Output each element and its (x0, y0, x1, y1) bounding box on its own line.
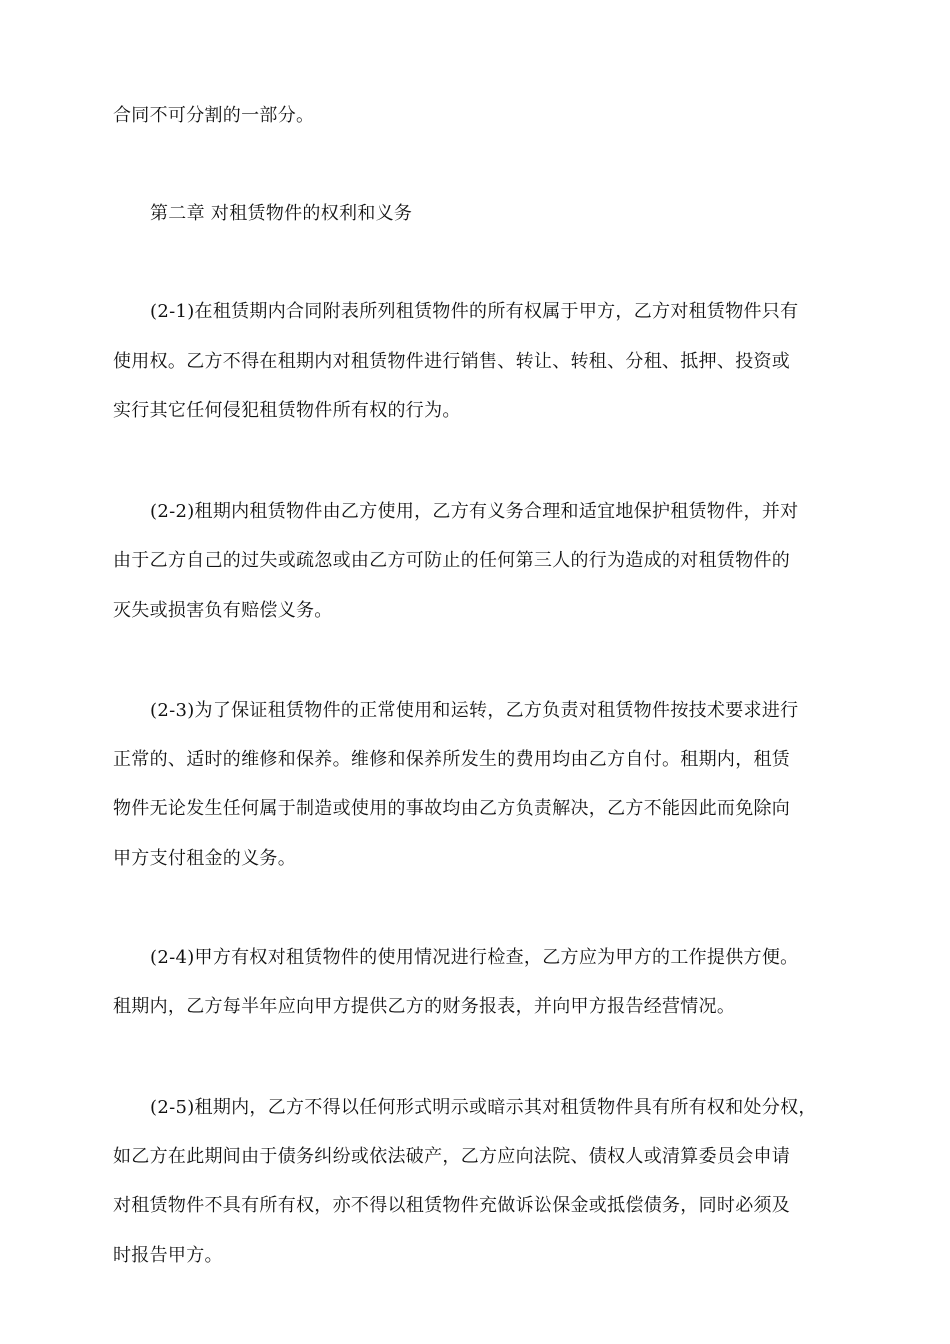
clause-2-3-line: 甲方支付租金的义务。 (113, 848, 296, 869)
clause-2-1-line: 使用权。乙方不得在租期内对租赁物件进行销售、转让、转租、分租、抵押、投资或 (113, 351, 791, 372)
clause-2-2-line: 由于乙方自己的过失或疏忽或由乙方可防止的任何第三人的行为造成的对租赁物件的 (113, 550, 791, 571)
clause-2-3-line: (2-3)为了保证租赁物件的正常使用和运转，乙方负责对租赁物件按技术要求进行 (150, 700, 799, 721)
continuation-text: 合同不可分割的一部分。 (113, 105, 315, 126)
clause-2-3-line: 正常的、适时的维修和保养。维修和保养所发生的费用均由乙方自付。租期内，租赁 (113, 749, 791, 770)
clause-2-5-line: 对租赁物件不具有所有权，亦不得以租赁物件充做诉讼保金或抵偿债务，同时必须及 (113, 1195, 791, 1216)
chapter-heading: 第二章 对租赁物件的权利和义务 (150, 203, 413, 224)
clause-2-5-line: 如乙方在此期间由于债务纠纷或依法破产，乙方应向法院、债权人或清算委员会申请 (113, 1146, 791, 1167)
clause-2-4-line: (2-4)甲方有权对租赁物件的使用情况进行检查，乙方应为甲方的工作提供方便。 (150, 947, 799, 968)
clause-2-5-line: 时报告甲方。 (113, 1245, 223, 1266)
clause-2-4-line: 租期内，乙方每半年应向甲方提供乙方的财务报表，并向甲方报告经营情况。 (113, 996, 736, 1017)
clause-2-1-line: 实行其它任何侵犯租赁物件所有权的行为。 (113, 400, 461, 421)
clause-2-2-line: (2-2)租期内租赁物件由乙方使用，乙方有义务合理和适宜地保护租赁物件，并对 (150, 501, 799, 522)
clause-2-1-line: (2-1)在租赁期内合同附表所列租赁物件的所有权属于甲方，乙方对租赁物件只有 (150, 301, 799, 322)
clause-2-2-line: 灭失或损害负有赔偿义务。 (113, 600, 333, 621)
clause-2-3-line: 物件无论发生任何属于制造或使用的事故均由乙方负责解决，乙方不能因此而免除向 (113, 798, 791, 819)
clause-2-5-line: (2-5)租期内，乙方不得以任何形式明示或暗示其对租赁物件具有所有权和处分权， (150, 1097, 817, 1118)
